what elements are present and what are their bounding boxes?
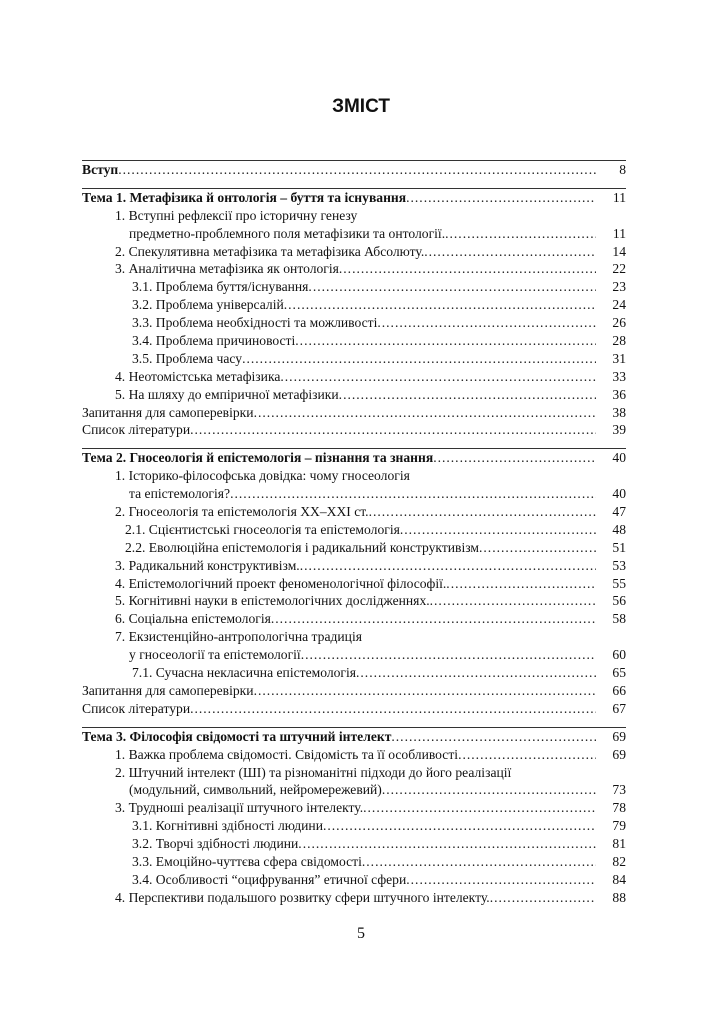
dot-leader bbox=[230, 485, 596, 503]
toc-page-number: 39 bbox=[612, 422, 626, 438]
toc-entry bbox=[82, 278, 626, 296]
toc-entry bbox=[82, 485, 626, 503]
dot-leader bbox=[433, 449, 596, 467]
dot-leader bbox=[369, 503, 596, 521]
toc-page-number: 55 bbox=[612, 575, 626, 591]
dot-leader bbox=[254, 682, 596, 700]
toc-entry bbox=[82, 889, 626, 907]
toc-page-number: 73 bbox=[612, 782, 626, 798]
toc-entry bbox=[82, 539, 626, 557]
toc-page-number: 40 bbox=[612, 486, 626, 502]
toc-entry bbox=[82, 332, 626, 350]
dot-leader bbox=[391, 728, 596, 746]
toc-entry bbox=[82, 467, 626, 485]
toc-entry bbox=[82, 503, 626, 521]
toc-entry-title: 2. Гносеологія та епістемологія XX–XXI ст. bbox=[82, 503, 369, 521]
toc-entry-title: 3.3. Проблема необхідності та можливості bbox=[82, 314, 377, 332]
toc-entry-title: 2.1. Сцієнтистські гносеологія та епістемологія bbox=[82, 521, 400, 539]
toc-page-number: 53 bbox=[612, 557, 626, 573]
toc-entry-title: 5. На шляху до емпіричної метафізики bbox=[82, 386, 339, 404]
toc-entry-title: 1. Важка проблема свідомості. Свідомість та її особливості bbox=[82, 746, 458, 764]
dot-leader bbox=[271, 610, 596, 628]
toc-page-number: 24 bbox=[612, 297, 626, 313]
toc-entry bbox=[82, 646, 626, 664]
dot-leader bbox=[298, 835, 596, 853]
toc-entry bbox=[82, 160, 626, 179]
toc-entry-title: 7. Екзистенційно-антропологічна традиція bbox=[82, 628, 362, 646]
toc-entry-title: 4. Неотомістська метафізика bbox=[82, 368, 280, 386]
dot-leader bbox=[377, 314, 596, 332]
toc-entry-title: 4. Епістемологічний проект феноменологічної філософії. bbox=[82, 575, 446, 593]
toc-entry-title: 3.5. Проблема часу bbox=[82, 350, 242, 368]
toc-entry bbox=[82, 610, 626, 628]
toc-entry bbox=[82, 592, 626, 610]
toc-entry-title: 3. Радикальний конструктивізм. bbox=[82, 557, 300, 575]
toc-page-number: 26 bbox=[612, 315, 626, 331]
toc-page-number: 23 bbox=[612, 279, 626, 295]
toc-entry bbox=[82, 557, 626, 575]
toc-entry-title: Список літератури bbox=[82, 422, 191, 438]
toc-entry bbox=[82, 628, 626, 646]
toc-page-number: 31 bbox=[612, 350, 626, 366]
toc-entry-title: та епістемологія? bbox=[82, 485, 230, 503]
toc-entry bbox=[82, 853, 626, 871]
dot-leader bbox=[295, 332, 596, 350]
dot-leader bbox=[190, 700, 596, 718]
toc-entry-title: Вступ bbox=[82, 162, 119, 177]
toc-entry bbox=[82, 727, 626, 746]
toc-entry-title: 3.3. Емоційно-чуттєва сфера свідомості bbox=[82, 853, 362, 871]
toc-entry bbox=[82, 764, 626, 782]
dot-leader bbox=[280, 368, 596, 386]
dot-leader bbox=[301, 646, 596, 664]
dot-leader bbox=[424, 243, 596, 261]
toc-page-number: 11 bbox=[612, 225, 626, 241]
toc-page-number: 56 bbox=[612, 593, 626, 609]
toc-entry-title: Тема 3. Філософія свідомості та штучний інтелект bbox=[82, 728, 392, 744]
toc-entry-title: 6. Соціальна епістемологія bbox=[82, 610, 271, 628]
toc-page-number: 81 bbox=[612, 836, 626, 852]
dot-leader bbox=[363, 799, 596, 817]
toc-entry-title: (модульний, символьний, нейромережевий) bbox=[82, 781, 382, 799]
toc-entry-title: 3.2. Творчі здібності людини bbox=[82, 835, 298, 853]
toc-entry bbox=[82, 682, 626, 700]
toc-entry-title: 3.1. Когнітивні здібності людини bbox=[82, 817, 323, 835]
toc-page-number: 51 bbox=[612, 539, 626, 555]
dot-leader bbox=[339, 386, 596, 404]
toc-page-number: 22 bbox=[612, 261, 626, 277]
toc-entry-title: Тема 2. Гносеологія й епістемологія – пізнання та знання bbox=[82, 450, 434, 466]
toc-entry-title: 3. Аналітична метафізика як онтологія bbox=[82, 260, 339, 278]
toc-page-number: 11 bbox=[612, 189, 626, 205]
dot-leader bbox=[382, 781, 596, 799]
dot-leader bbox=[308, 278, 596, 296]
toc-page-number: 28 bbox=[612, 333, 626, 349]
dot-leader bbox=[242, 350, 596, 368]
toc-entry-title: 5. Когнітивні науки в епістемологічних дослідженнях. bbox=[82, 592, 430, 610]
toc-entry bbox=[82, 817, 626, 835]
dot-leader bbox=[445, 225, 596, 243]
toc-page-number: 8 bbox=[619, 162, 626, 177]
dot-leader bbox=[406, 871, 596, 889]
toc-page-number: 84 bbox=[612, 871, 626, 887]
toc-page-number: 67 bbox=[612, 700, 626, 716]
toc-entry-title: 1. Вступні рефлексії про історичну генезу bbox=[82, 207, 357, 225]
dot-leader bbox=[118, 161, 596, 179]
toc-entry bbox=[82, 448, 626, 467]
toc-entry-title: Запитання для самоперевірки bbox=[82, 682, 254, 698]
toc-entry-title: Список літератури bbox=[82, 700, 191, 716]
page-title: ЗМІСТ bbox=[332, 96, 390, 117]
toc-page-number: 69 bbox=[612, 746, 626, 762]
table-of-contents bbox=[82, 160, 626, 907]
dot-leader bbox=[430, 592, 596, 610]
toc-entry bbox=[82, 835, 626, 853]
toc-entry bbox=[82, 421, 626, 439]
dot-leader bbox=[458, 746, 596, 764]
toc-page-number: 79 bbox=[612, 818, 626, 834]
toc-page-number: 14 bbox=[612, 243, 626, 259]
dot-leader bbox=[339, 260, 596, 278]
toc-page-number: 60 bbox=[612, 647, 626, 663]
toc-entry-title: Тема 1. Метафізика й онтологія – буття та існування bbox=[82, 189, 407, 205]
toc-entry-title: 3.4. Проблема причиновості bbox=[82, 332, 295, 350]
toc-entry-title: 3.2. Проблема універсалій bbox=[82, 296, 284, 314]
toc-entry-title: 3.4. Особливості “оцифрування” етичної сфери bbox=[82, 871, 406, 889]
dot-leader bbox=[254, 404, 596, 422]
toc-entry bbox=[82, 314, 626, 332]
toc-entry-title: 2.2. Еволюційна епістемологія і радикальний конструктивізм bbox=[82, 539, 479, 557]
toc-page-number: 69 bbox=[612, 728, 626, 744]
toc-page-number: 58 bbox=[612, 611, 626, 627]
toc-entry bbox=[82, 350, 626, 368]
toc-entry-title: 7.1. Сучасна некласична епістемологія bbox=[82, 664, 356, 682]
toc-entry bbox=[82, 521, 626, 539]
toc-entry-title: у гносеології та епістемології bbox=[82, 646, 301, 664]
toc-page-number: 78 bbox=[612, 800, 626, 816]
toc-entry bbox=[82, 260, 626, 278]
toc-entry bbox=[82, 664, 626, 682]
toc-page-number: 48 bbox=[612, 521, 626, 537]
dot-leader bbox=[479, 539, 596, 557]
toc-entry bbox=[82, 368, 626, 386]
dot-leader bbox=[323, 817, 596, 835]
dot-leader bbox=[362, 853, 596, 871]
toc-page-number: 38 bbox=[612, 404, 626, 420]
toc-entry bbox=[82, 746, 626, 764]
toc-entry-title: 2. Спекулятивна метафізика та метафізика Абсолюту. bbox=[82, 243, 424, 261]
page-number: 5 bbox=[357, 925, 365, 942]
toc-entry-title: 4. Перспективи подальшого розвитку сфери штучного інтелекту. bbox=[82, 889, 490, 907]
dot-leader bbox=[406, 189, 596, 207]
toc-entry-title: 2. Штучний інтелект (ШІ) та різноманітні підходи до його реалізації bbox=[82, 764, 511, 782]
toc-entry bbox=[82, 781, 626, 799]
toc-page-number: 33 bbox=[612, 368, 626, 384]
dot-leader bbox=[490, 889, 596, 907]
toc-entry bbox=[82, 188, 626, 207]
toc-entry bbox=[82, 386, 626, 404]
dot-leader bbox=[446, 575, 596, 593]
dot-leader bbox=[400, 521, 596, 539]
toc-entry bbox=[82, 296, 626, 314]
toc-entry bbox=[82, 404, 626, 422]
toc-entry bbox=[82, 799, 626, 817]
dot-leader bbox=[356, 664, 596, 682]
toc-entry bbox=[82, 225, 626, 243]
dot-leader bbox=[190, 421, 596, 439]
toc-page-number: 40 bbox=[612, 450, 626, 466]
toc-page-number: 66 bbox=[612, 682, 626, 698]
toc-entry-title: 3.1. Проблема буття/існування bbox=[82, 278, 308, 296]
toc-entry-title: 3. Трудноші реалізації штучного інтелекту. bbox=[82, 799, 363, 817]
toc-entry bbox=[82, 243, 626, 261]
toc-page-number: 88 bbox=[612, 889, 626, 905]
toc-page-number: 36 bbox=[612, 386, 626, 402]
toc-entry bbox=[82, 207, 626, 225]
toc-entry-title: 1. Історико-філософська довідка: чому гносеологія bbox=[82, 467, 410, 485]
toc-entry bbox=[82, 575, 626, 593]
toc-entry-title: предметно-проблемного поля метафізики та онтології. bbox=[82, 225, 445, 243]
toc-page-number: 65 bbox=[612, 665, 626, 681]
toc-entry bbox=[82, 871, 626, 889]
toc-entry-title: Запитання для самоперевірки bbox=[82, 404, 254, 420]
dot-leader bbox=[300, 557, 596, 575]
dot-leader bbox=[284, 296, 596, 314]
toc-entry bbox=[82, 700, 626, 718]
toc-page-number: 82 bbox=[612, 853, 626, 869]
toc-page-number: 47 bbox=[612, 504, 626, 520]
